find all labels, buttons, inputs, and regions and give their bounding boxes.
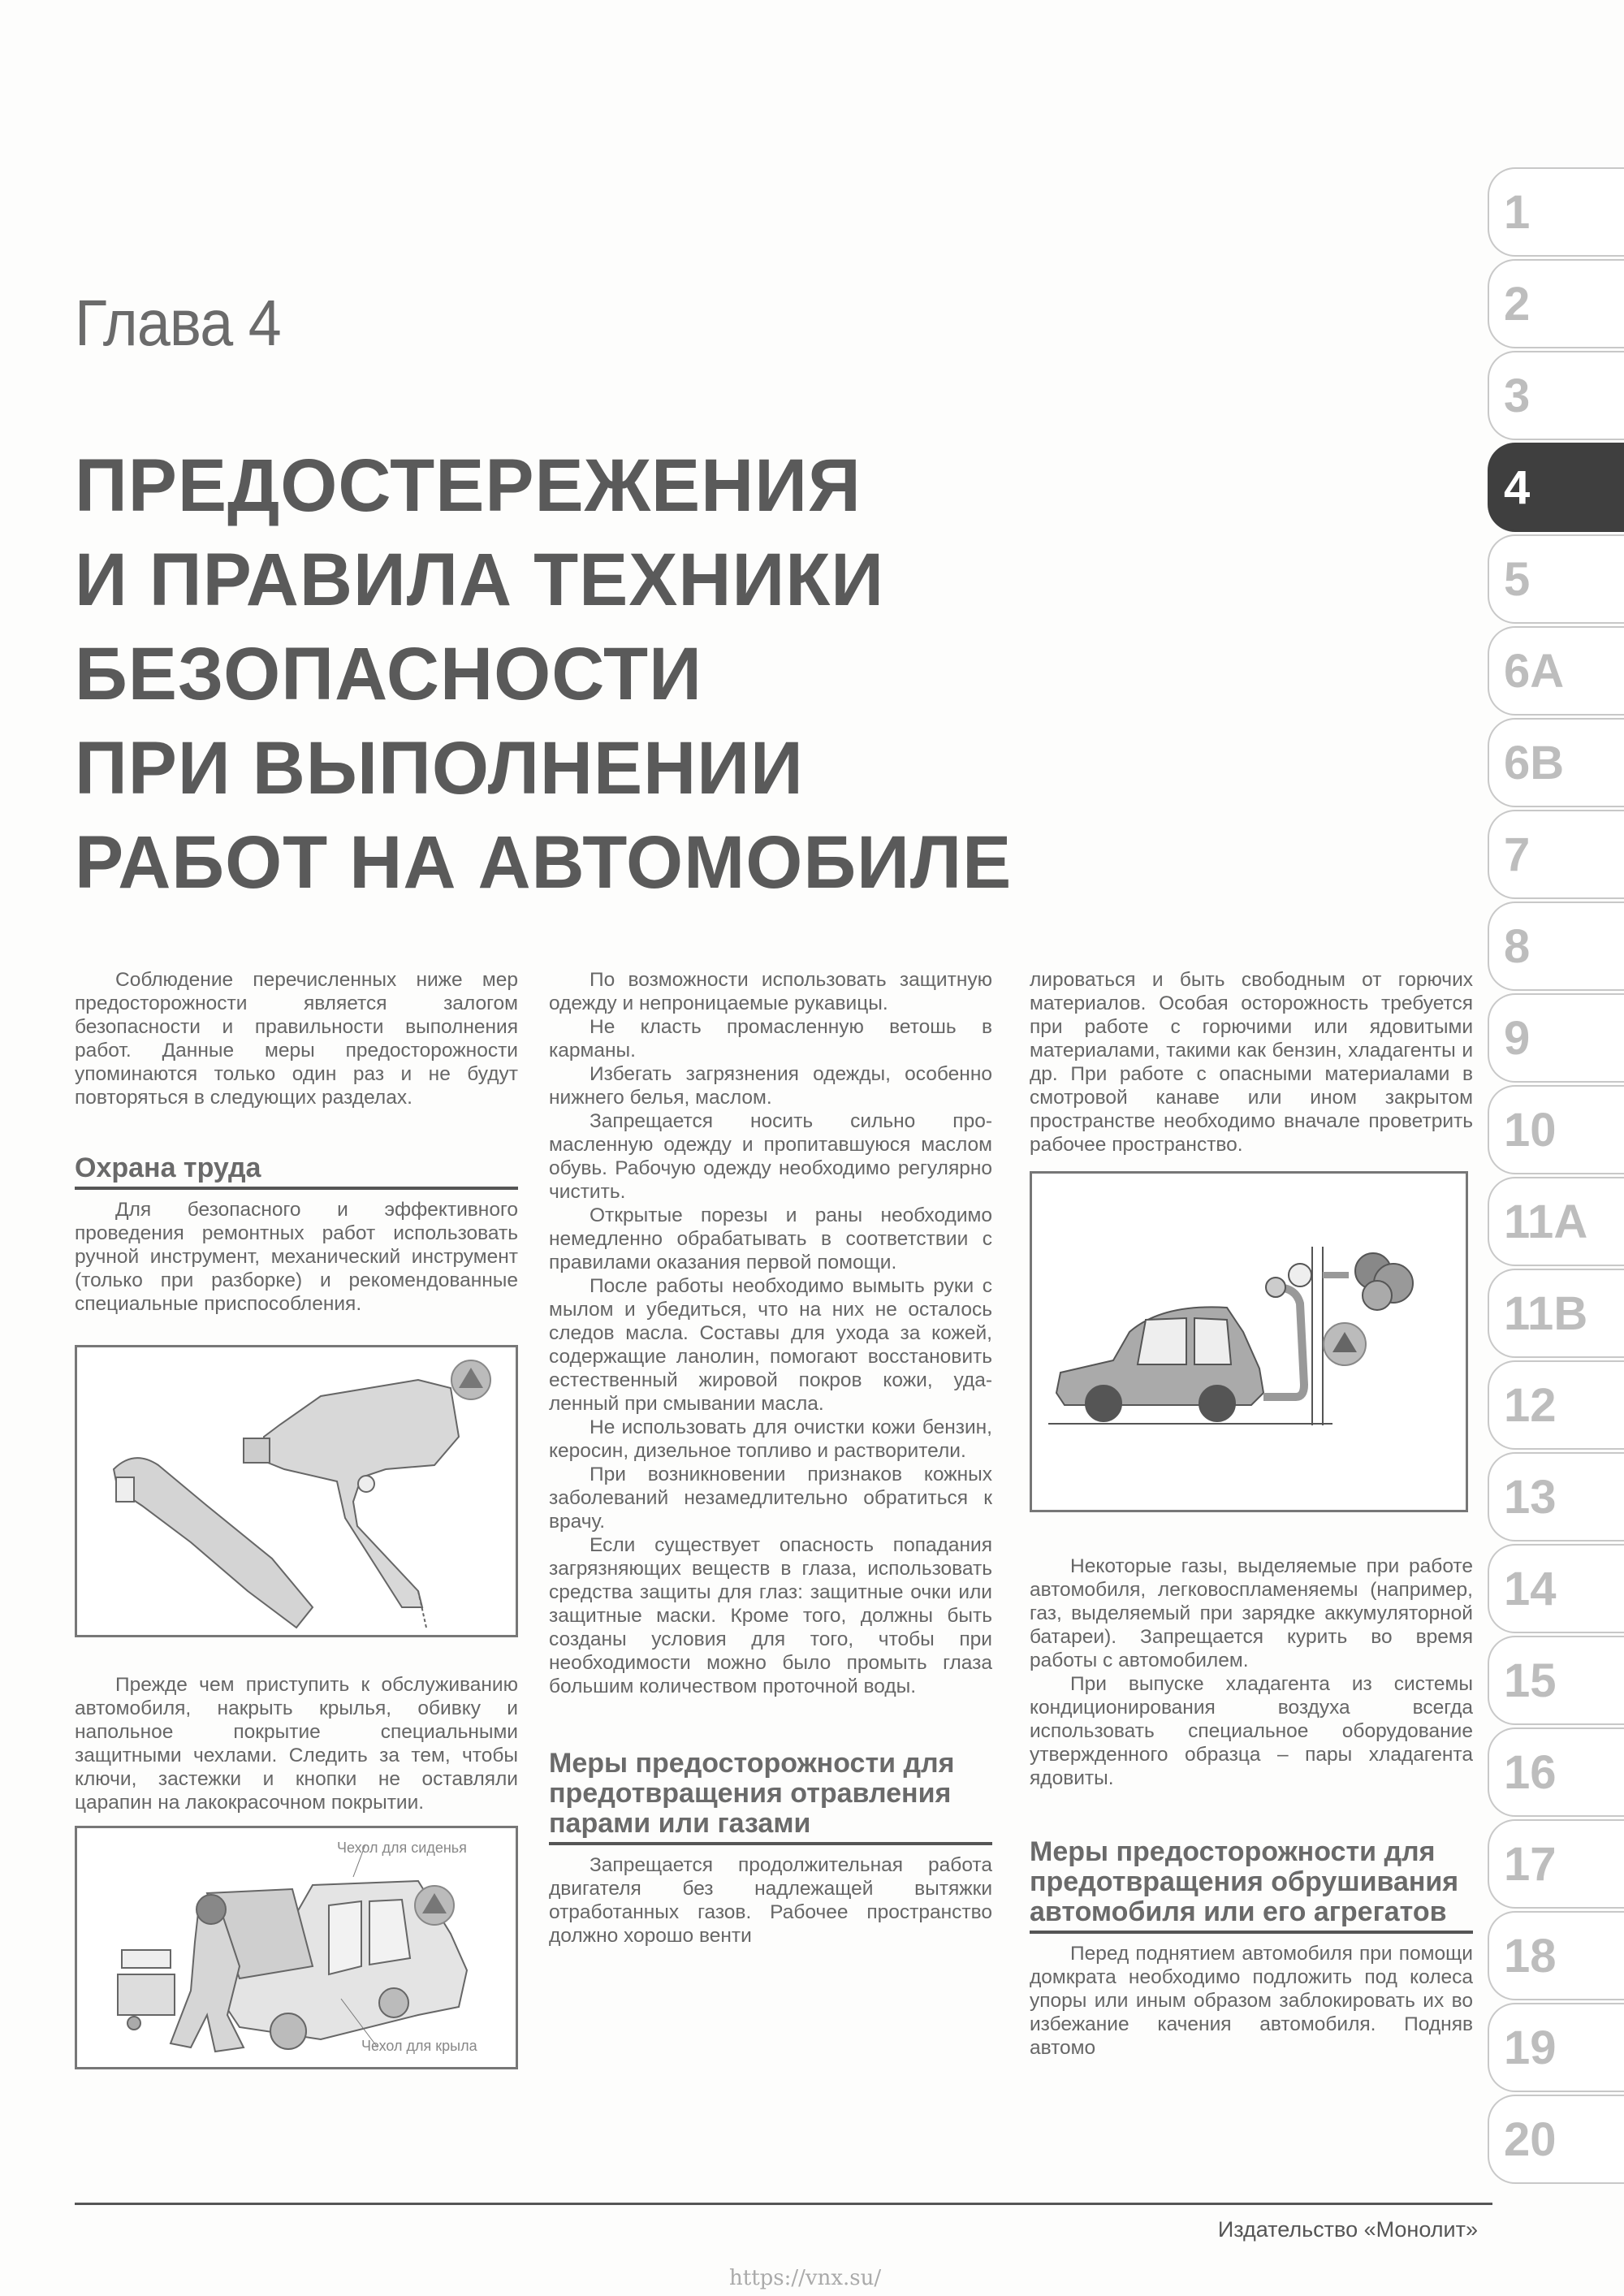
paragraph: Открытые порезы и раны необходимо немедленно обрабатывать в соответствии с правилами оказания первой помощи.	[549, 1204, 992, 1273]
paragraph: Избегать загрязнения одежды, особенно нижнего белья, маслом.	[549, 1063, 992, 1109]
chapter-tab-5[interactable]: 5	[1488, 534, 1624, 624]
chapter-tab-3[interactable]: 3	[1488, 351, 1624, 440]
chapter-title-line: ПРЕДОСТЕРЕЖЕНИЯ	[75, 444, 862, 527]
chapter-tabs	[1488, 167, 1624, 2186]
chapter-tab-9[interactable]: 9	[1488, 993, 1624, 1083]
protective-covers-paragraph: Прежде чем приступить к обслуживанию автомобиля, накрыть крылья, обивку и напольное покрытие специальными защитными чехлами. Следить за тем, чтобы ключи, застежки и кнопки не оставляли царапин на лакокрасочном покрытии.	[75, 1674, 518, 1814]
section-heading-vehicle-collapse: Меры предосторожности для предотвращения обрушивания автомобиля или его агрегатов	[1030, 1837, 1473, 1934]
chapter-tab-18[interactable]: 18	[1488, 1911, 1624, 2000]
paragraph: Если существует опасность попадания загрязняющих веществ в глаза, использовать средства защиты для глаз: защитные очки или защитные маски. Кроме того, должны быть созданы условия для того, чтобы при необходимости можно было промыть глаза большим количеством проточной воды.	[549, 1534, 992, 1697]
vehicle-collapse-paragraph: Перед поднятием автомобиля при помощи домкрата необходимо подложить под колеса упоры или иным образом заблокировать их во избежание качения автомобиля. Подняв автомо	[1030, 1943, 1473, 2059]
chapter-tab-7[interactable]: 7	[1488, 810, 1624, 899]
caption-seat-cover: Чехол для сиденья	[337, 1840, 467, 1856]
paragraph: Некоторые газы, выделяемые при работе автомобиля, легковоспламеняемы (например, газ, выделяемый при зарядке аккумуляторной батареи). Запрещается курить во время работы с автомобилем.	[1030, 1555, 1473, 1671]
chapter-tab-6b[interactable]: 6B	[1488, 718, 1624, 807]
chapter-tab-11b[interactable]: 11B	[1488, 1269, 1624, 1358]
chapter-tab-1[interactable]: 1	[1488, 167, 1624, 257]
chapter-tab-6a[interactable]: 6A	[1488, 626, 1624, 716]
chapter-tab-12[interactable]: 12	[1488, 1360, 1624, 1450]
paragraph: Не класть промасленную ветошь в карманы.	[549, 1016, 992, 1062]
chapter-tab-11a[interactable]: 11A	[1488, 1177, 1624, 1266]
chapter-title-line: ПРИ ВЫПОЛНЕНИИ	[75, 727, 804, 810]
chapter-tab-13[interactable]: 13	[1488, 1452, 1624, 1541]
chapter-tab-20[interactable]: 20	[1488, 2095, 1624, 2184]
intro-paragraph: Соблюдение перечисленных ниже мер предосторожности является залогом безопасности и правильности выполнения работ. Данные меры предосторожности упоминаются только один раз и не будут повторяться в следующих разделах.	[75, 969, 518, 1109]
chapter-tab-8[interactable]: 8	[1488, 902, 1624, 991]
chapter-title-line: И ПРАВИЛА ТЕХНИКИ	[75, 538, 885, 621]
pneumatic-tools-illustration	[77, 1347, 516, 1635]
watermark-url[interactable]: https://vnx.su/	[729, 2266, 882, 2290]
figure-exhaust-extraction	[1030, 1171, 1468, 1512]
paragraph: После работы необходимо вымыть руки с мылом и убедиться, что на них не осталось следов масла. Составы для ухода за кожей, содержащие ланолин, помогают восстановить естественный жировой покров кожи, удаленный при смывании масла.	[549, 1275, 992, 1415]
chapter-tab-2[interactable]: 2	[1488, 259, 1624, 348]
car-covers-illustration	[77, 1828, 516, 2067]
paragraph: Не использовать для очистки кожи бензин, керосин, дизельное топливо и растворители.	[549, 1416, 992, 1462]
chapter-title-line: РАБОТ НА АВТОМОБИЛЕ	[75, 821, 1013, 904]
labor-safety-paragraph: Для безопасного и эффективного проведения ремонтных работ использовать ручной инструмент, механический инструмент (только при разборке) и рекомендованные специальные приспособления.	[75, 1199, 518, 1315]
chapter-tab-17[interactable]: 17	[1488, 1819, 1624, 1909]
chapter-title-line: БЕЗОПАСНОСТИ	[75, 633, 702, 716]
chapter-tab-19[interactable]: 19	[1488, 2003, 1624, 2092]
paragraph: Запрещается носить сильно промасленную одежду и пропитавшуюся маслом обувь. Рабочую одежду необходимо регулярно чистить.	[549, 1110, 992, 1203]
chapter-tab-16[interactable]: 16	[1488, 1727, 1624, 1817]
paragraph: По возможности использовать защитную одежду и непроницаемые рукавицы.	[549, 969, 992, 1014]
chapter-tab-14[interactable]: 14	[1488, 1544, 1624, 1633]
chapter-title	[75, 439, 1012, 910]
poisoning-paragraph: Запрещается продолжительная работа двигателя без надлежащей вытяжки отработанных газов. Рабочее пространство должно хорошо венти	[549, 1854, 992, 1947]
text-column-2	[549, 968, 992, 1948]
section-heading-poisoning: Меры предосторожности для предотвращения отравления парами или газами	[549, 1749, 992, 1845]
publisher-name: Издательство «Монолит»	[1217, 2217, 1478, 2242]
figure-car-protective-covers	[75, 1826, 518, 2069]
paragraph: При выпуске хладагента из системы кондиционирования воздуха всегда использовать специальное оборудование утвержденного образца – пары хладагента ядовиты.	[1030, 1673, 1473, 1789]
continued-paragraph: лироваться и быть свободным от горючих материалов. Особая осторожность требуется при работе с горючими или ядовитыми материалами, такими как бензин, хладагенты и др. При работе с опасными материалами в смотровой канаве или ином закрытом пространстве необходимо вначале проветрить рабочее пространство.	[1030, 969, 1473, 1156]
chapter-tab-15[interactable]: 15	[1488, 1636, 1624, 1725]
paragraph: При возникновении признаков кожных заболеваний незамедлительно обратиться к врачу.	[549, 1464, 992, 1533]
text-column-3	[1030, 968, 1473, 2060]
footer-divider	[75, 2203, 1492, 2205]
caption-fender-cover: Чехол для крыла	[361, 2038, 477, 2054]
exhaust-extraction-illustration	[1032, 1174, 1466, 1510]
section-heading-labor-safety: Охрана труда	[75, 1153, 518, 1190]
chapter-label: Глава 4	[75, 287, 281, 359]
chapter-tab-4-active[interactable]: 4	[1488, 443, 1624, 532]
figure-pneumatic-tools	[75, 1345, 518, 1637]
text-column-1	[75, 968, 518, 2069]
chapter-tab-10[interactable]: 10	[1488, 1085, 1624, 1174]
